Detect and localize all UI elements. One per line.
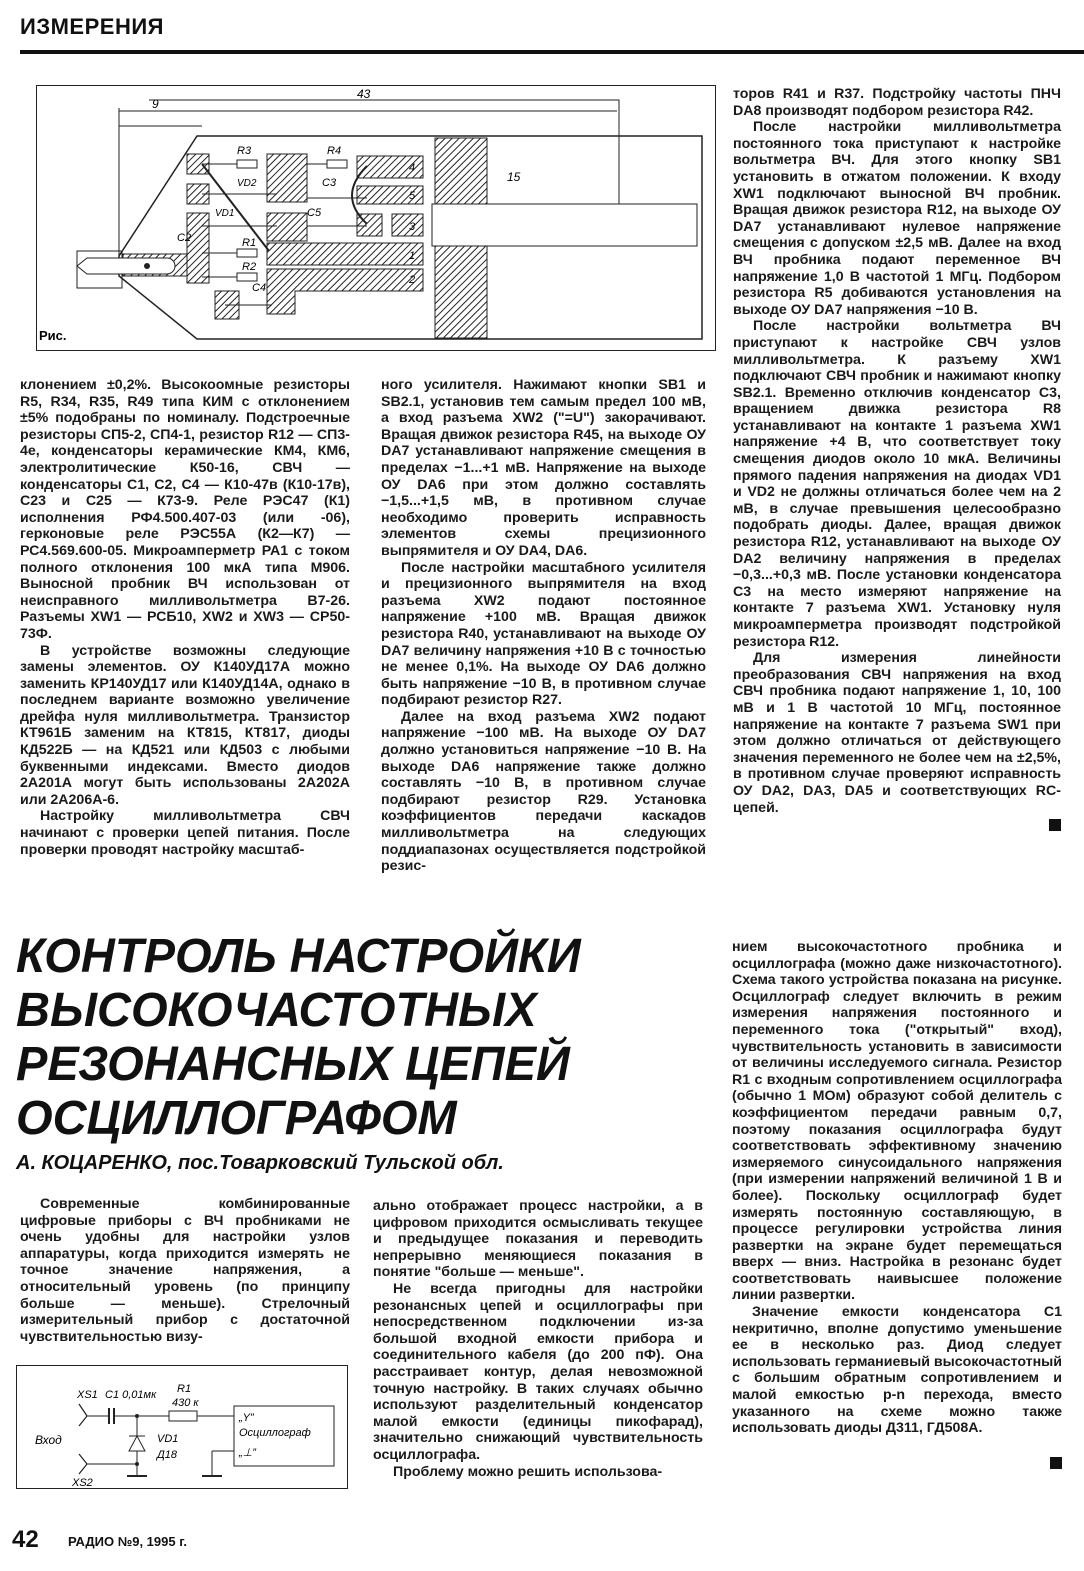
pin-label: 2: [409, 274, 416, 286]
article-title: [16, 930, 581, 1146]
figure-caption: Рис.: [39, 328, 67, 343]
paragraph: Не всегда пригодны для настройки резонансных цепей и осциллографы при непосредственном подключении из-за большой входной емкости прибора и соединительного кабеля (до 200 пФ). Она расстраивает контур, делая невозможной точную настройку. В таких случаях обычно используют разделительный конденсатор малой емкости (единицы пикофарад), значительно снижающий чувствительность осциллографа.: [373, 1280, 703, 1463]
component-label: R1: [177, 1383, 192, 1395]
component-label: VD1: [215, 208, 235, 219]
input-label: Вход: [35, 1433, 62, 1447]
component-label: C1 0,01мк: [105, 1389, 157, 1401]
paragraph: После настройки милливольтметра постоянного тока приступают к настройке вольтметра ВЧ. Для этого кнопку SB1 установить в отжатом положении. К входу XW1 подключают выносной ВЧ пробник. Вращая движок резистора R12, на выходе ОУ DA7 устанавливают нулевое напряжение смещения с допуском ±2,5 мВ. Далее на вход ВЧ пробника подают переменное ВЧ напряжение 1,0 В частотой 1 МГц. Подбором резистора R5 добиваются установления на выходе ОУ DA7 напряжения −10 В.: [733, 119, 1061, 318]
dim-label: 15: [507, 170, 521, 184]
pin-label: 3: [409, 221, 416, 233]
component-value: Д18: [157, 1449, 177, 1461]
column-top-left: [20, 377, 350, 858]
paragraph: После настройки масштабного усилителя и прецизионного выпрямителя на вход разъема XW2 подают постоянное напряжение +100 мВ. Вращая движок резистора R40, устанавливают на выходе ОУ DA7 величину напряжения +10 В с точностью не менее 0,1%. На выходе ОУ DA6 должно быть напряжение −10 В, в противном случае подбирают резистор R27.: [381, 559, 706, 709]
end-of-article-mark: [1049, 819, 1061, 831]
component-label: VD1: [157, 1433, 179, 1445]
paragraph: После настройки вольтметра ВЧ приступают к настройке СВЧ узлов милливольтметра. К разъему XW1 подключают СВЧ пробник и нажимают кнопку SB2.1. Временно отключив конденсатор С3, вращением движка резистора R8 устанавливают на контакте 1 разъема XW1 напряжение +4 В, что соответствует току смещения диодов около 10 мкА. Величины прямого падения напряжения на диодах VD1 и VD2 не должны отличаться более чем на 2 мВ, в случае превышения целесообразно подобрать диоды. Далее, вращая движок резистора R12, устанавливают на выходе ОУ DA2 величину напряжения в пределах −0,3...+0,3 мВ. После установки конденсатора С3 на место измеряют напряжение на контакте 7 разъема XW1. Установку нуля микроамперметра производят подстройкой резистора R12.: [733, 318, 1061, 650]
paragraph: В устройстве возможны следующие замены элементов. ОУ К140УД17А можно заменить КР140УД17 или К140УД14А, однако в последнем варианте возможно увеличение дрейфа нуля милливольтметра. Транзистор КТ961Б заменим на КТ815, КТ817, диоды КД522Б — на КД521 или КД503 с любыми буквенными индексами. Вместо диодов 2А201А могут быть использованы 2А202А или 2А206А-6.: [20, 642, 350, 808]
paragraph: торов R41 и R37. Подстройку частоты ПНЧ DA8 производят подбором резистора R42.: [733, 86, 1061, 119]
title-line: ОСЦИЛЛОГРАФОМ: [16, 1092, 457, 1145]
dim-label: 9: [152, 97, 159, 111]
pin-label: 5: [409, 190, 416, 202]
connector-label: XS2: [72, 1477, 93, 1488]
end-of-article-mark: [1050, 1457, 1062, 1469]
component-label: R1: [242, 237, 257, 249]
paragraph: нием высокочастотного пробника и осциллографа (можно даже низкочастотного). Схема такого устройства показана на рисунке. Осциллограф следует включить в режим измерения напряжения постоянного и переменного тока ("открытый" вход), чувствительность установить в зависимости от величины исследуемого сигнала. Резистор R1 с входным сопротивлением осциллографа (обычно 1 МОм) образуют собой делитель с коэффициентом передачи равным 0,7, поэтому показания осциллографа будут соответствовать эффективному значению измеряемого синусоидального напряжения (при измерении напряжений величиной 1 В и более). Поскольку осциллограф будет измерять постоянную составляющую, в процессе регулировки устройства линия развертки на экране будет перемещаться вверх — вниз. Настройка в резонанс будет соответствовать наивысшее положение линии развертки.: [732, 939, 1062, 1304]
pin-label: 1: [409, 250, 416, 262]
author-byline: А. КОЦАРЕНКО, пос.Товарковский Тульской обл.: [16, 1152, 504, 1174]
column-article-left: [20, 1196, 350, 1345]
paragraph: Значение емкости конденсатора С1 некритично, вполне допустимо уменьшение ее в несколько раз. Диод следует использовать германиевый высокочастотный с большим обратным сопротивлением и малой емкостью p-n перехода, вместо указанного на схеме можно также использовать диоды Д311, ГД508А.: [732, 1304, 1062, 1437]
paragraph: Современные комбинированные цифровые приборы с ВЧ пробниками не очень удобны для настройки узлов аппаратуры, когда приходится измерять не точное значение напряжения, а относительный уровень (по принципу больше — меньше). Стрелочный измерительный прибор с достаточной чувствительностью визу-: [20, 1196, 350, 1345]
paragraph: ально отображает процесс настройки, а в цифровом приходится осмысливать текущее и предыдущее показания и переводить непрерывно меняющиеся показания в понятие "больше — меньше".: [373, 1198, 703, 1281]
section-heading: ИЗМЕРЕНИЯ: [20, 14, 164, 39]
ground-label: „⊥”: [239, 1447, 256, 1459]
paragraph: Проблему можно решить использова-: [393, 1463, 663, 1480]
figure-pcb-probe: [36, 85, 716, 351]
component-label: C5: [307, 207, 322, 219]
schematic-drawing: [17, 1366, 347, 1488]
paragraph: клонением ±0,2%. Высокоомные резисторы R5, R34, R35, R49 типа КИМ с отклонением ±5% подобраны по номиналу. Подстроечные резисторы СП5-2, СП4-1, резистор R12 — СП3-4е, конденсаторы керамические КМ4, КМ6, электролитические К50-16, СВЧ — конденсаторы С1, С2, С4 — К10-47в (К10-17в), С23 и С25 — К73-9. Реле РЭС47 (К1) исполнения РФ4.500.407-03 (или -06), герконовые реле РЭС55А (К2—К7) — РС4.569.600-05. Микроамперметр РА1 с током полного отклонения 100 мкА типа М906. Выносной пробник ВЧ использован от неисправного милливольтметра В7-26. Разъемы XW1 — РСБ10, XW2 и XW3 — СР50-73Ф.: [20, 377, 350, 642]
paragraph: Настройку милливольтметра СВЧ начинают с проверки цепей питания. После проверки проводят настройку масштаб-: [20, 808, 350, 858]
column-top-right: [733, 86, 1061, 831]
component-label: C2: [177, 232, 192, 244]
column-article-middle: [373, 1198, 703, 1480]
column-top-middle: [381, 377, 706, 875]
component-label: C3: [322, 177, 337, 189]
component-label: R2: [242, 261, 257, 273]
component-label: R4: [327, 145, 342, 157]
paragraph: Для измерения линейности преобразования СВЧ напряжения на вход СВЧ пробника подают напряжение 1, 10, 100 мВ и 1 В частотой 10 МГц, постоянное напряжение на контакте 7 разъема SW1 при этом должно отличаться от действующего значения переменного не более чем на ±2,5%, в противном случае проверяют исправность ОУ DA2, DA3, DA5 и соответствующих RC-цепей.: [733, 650, 1061, 816]
header-rule: [20, 50, 1084, 54]
title-line: РЕЗОНАНСНЫХ ЦЕПЕЙ: [16, 1038, 570, 1091]
component-label: R3: [237, 145, 252, 157]
dim-label: 43: [357, 87, 371, 101]
paragraph: ного усилителя. Нажимают кнопки SB1 и SB2.1, установив тем самым предел 100 мВ, а вход разъема XW2 ("=U") закорачивают. Вращая движок резистора R45, на выходе ОУ DA7 устанавливают напряжение смещения в пределах −1...+1 мВ. Напряжение на выходе ОУ DA6 при этом должно составлять −1,5...+1,5 мВ, в противном случае необходимо проверить исправность элементов схемы прецизионного выпрямителя и ОУ DA4, DA6.: [381, 377, 706, 559]
component-label: C4: [252, 282, 267, 294]
column-article-right: [732, 939, 1062, 1469]
figure-schematic: [16, 1365, 348, 1489]
pcb-drawing: [37, 86, 715, 350]
component-label: VD2: [237, 178, 257, 189]
title-line: ВЫСОКОЧАСТОТНЫХ: [16, 984, 537, 1037]
device-label: Осциллограф: [239, 1427, 311, 1439]
pin-label: 4: [409, 162, 416, 174]
component-value: 430 к: [172, 1397, 199, 1409]
title-line: КОНТРОЛЬ НАСТРОЙКИ: [16, 930, 581, 983]
paragraph: Далее на вход разъема XW2 подают напряжение −100 мВ. На выходе ОУ DA7 должно установиться напряжение −10 В. На выходе DA6 напряжение также должно составлять −10 В, в противном случае подбирают резистор R29. Установка коэффициентов передачи каскадов милливольтметра на следующих поддиапазонах осуществляется подстройкой резис-: [381, 708, 706, 875]
page-number: 42: [12, 1526, 39, 1553]
connector-label: XS1: [77, 1389, 98, 1401]
input-label: „Y”: [239, 1412, 254, 1424]
magazine-issue: РАДИО №9, 1995 г.: [68, 1534, 187, 1549]
